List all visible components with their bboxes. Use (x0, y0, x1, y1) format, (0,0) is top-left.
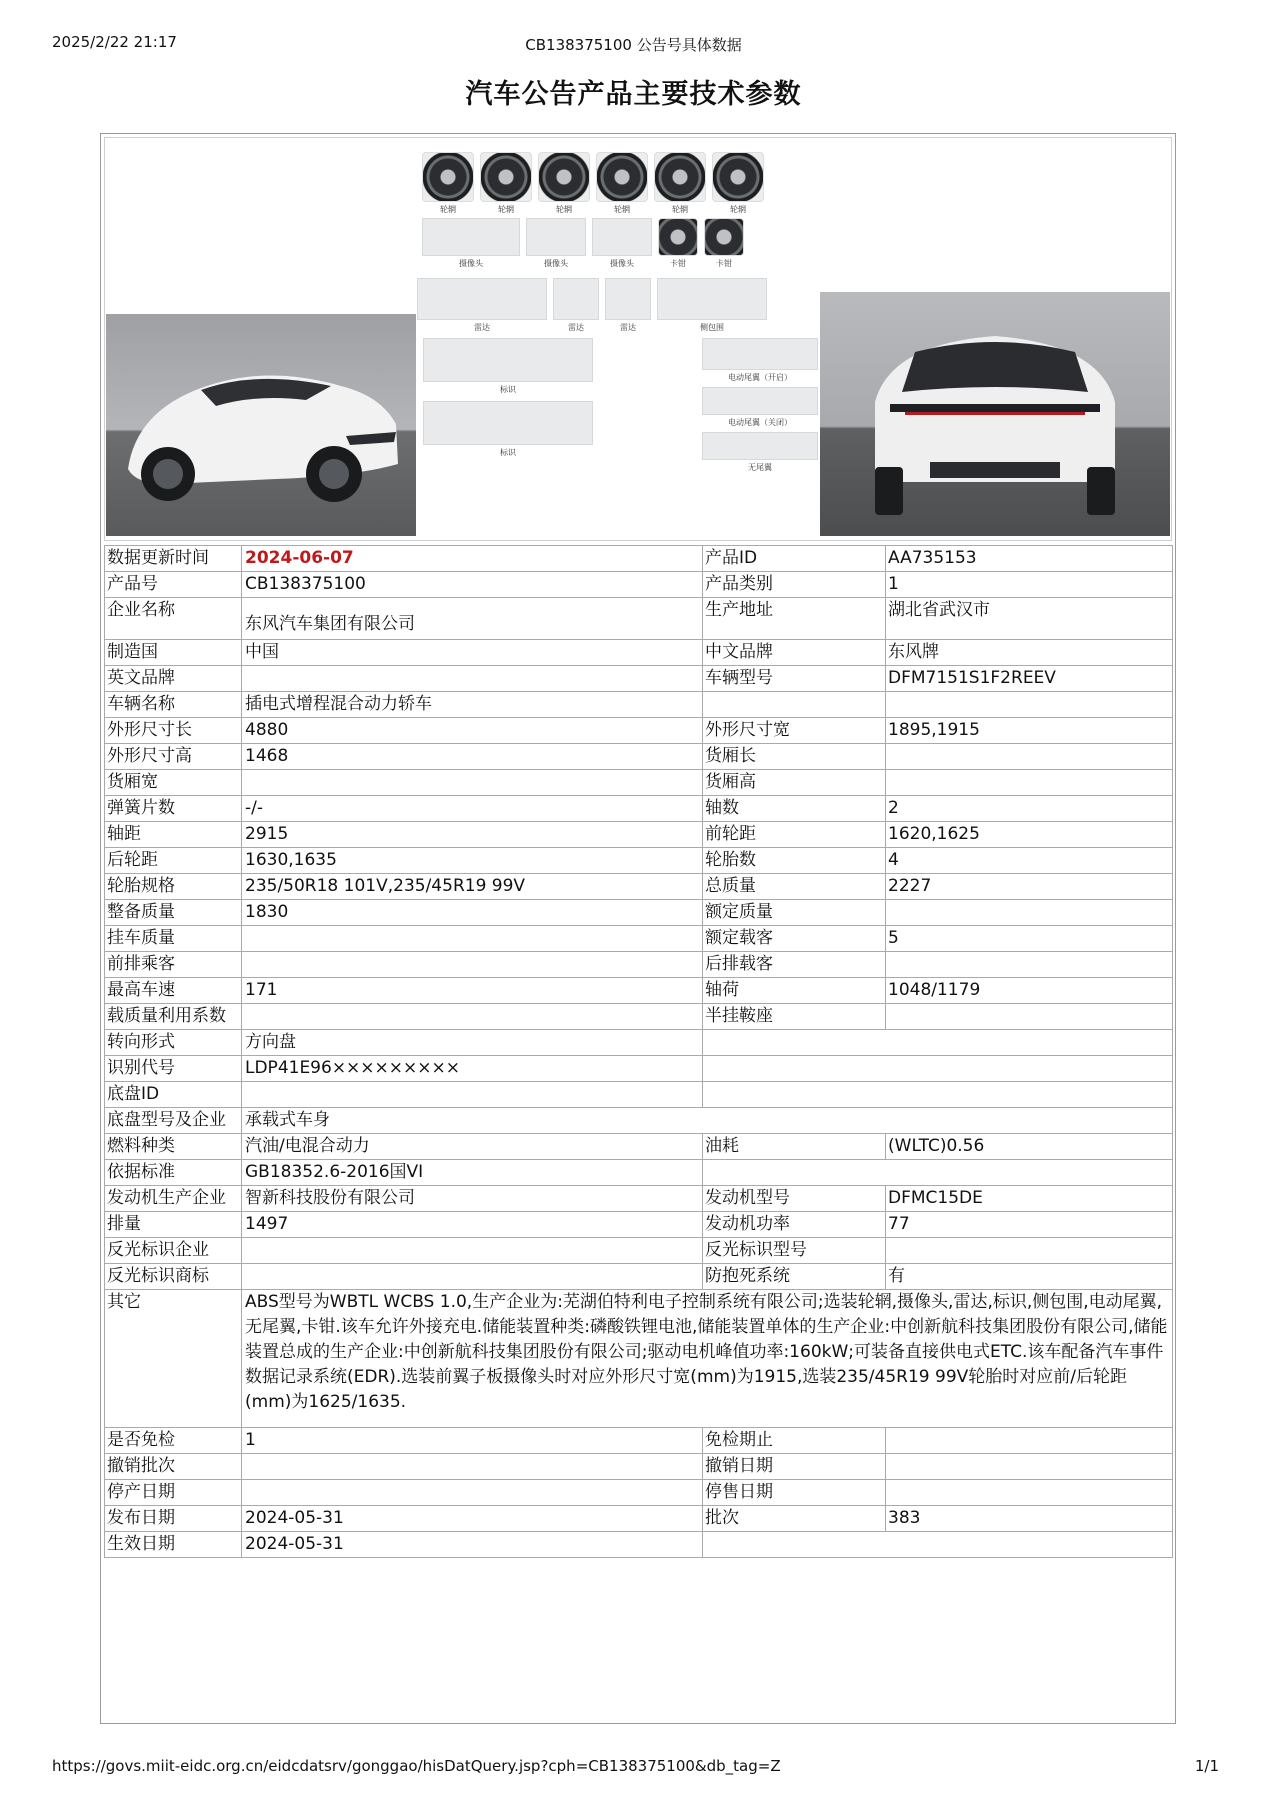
table-row (105, 1506, 1173, 1532)
table-row (105, 900, 1173, 926)
field-value: DFMC15DE (886, 1186, 1173, 1212)
field-label: 货厢宽 (105, 770, 242, 796)
field-label: 依据标准 (105, 1160, 242, 1186)
field-label: 是否免检 (105, 1428, 242, 1454)
table-row (105, 874, 1173, 900)
field-label: 前轮距 (703, 822, 886, 848)
field-value: 1895,1915 (886, 718, 1173, 744)
field-label: 外形尺寸长 (105, 718, 242, 744)
field-label: 免检期止 (703, 1428, 886, 1454)
field-label: 转向形式 (105, 1030, 242, 1056)
field-value: DFM7151S1F2REEV (886, 666, 1173, 692)
table-row (105, 926, 1173, 952)
field-value: 1630,1635 (242, 848, 703, 874)
field-value: GB18352.6-2016国VI (242, 1160, 703, 1186)
table-row (105, 1480, 1173, 1506)
side-skirt-option-thumbnail: 侧包围 (657, 278, 767, 333)
wheel-option-thumbnail: 轮辋 (654, 152, 706, 215)
technical-parameters-table (104, 545, 1173, 1558)
table-row (105, 1082, 1173, 1108)
field-value: 77 (886, 1212, 1173, 1238)
field-label: 轴荷 (703, 978, 886, 1004)
table-row (105, 1030, 1173, 1056)
table-row (105, 1108, 1173, 1134)
field-value (886, 952, 1173, 978)
field-value (886, 1004, 1173, 1030)
field-label: 轮胎规格 (105, 874, 242, 900)
field-label: 弹簧片数 (105, 796, 242, 822)
empty-cell (703, 1160, 1173, 1186)
field-value (242, 1082, 703, 1108)
table-row (105, 796, 1173, 822)
table-row (105, 546, 1173, 572)
spoiler-option-thumbnail: 电动尾翼（开启） (702, 338, 818, 383)
field-label: 挂车质量 (105, 926, 242, 952)
field-label: 数据更新时间 (105, 546, 242, 572)
wheel-option-thumbnail: 轮辋 (596, 152, 648, 215)
field-value: 5 (886, 926, 1173, 952)
field-label: 批次 (703, 1506, 886, 1532)
field-value (886, 1428, 1173, 1454)
table-row (105, 572, 1173, 598)
document-frame (100, 133, 1176, 1724)
field-value (242, 666, 703, 692)
table-row (105, 1056, 1173, 1082)
field-label: 中文品牌 (703, 640, 886, 666)
field-label: 发动机型号 (703, 1186, 886, 1212)
page-number: 1/1 (1194, 1757, 1219, 1775)
field-value: 承载式车身 (242, 1108, 1173, 1134)
field-value: 有 (886, 1264, 1173, 1290)
field-value: 4 (886, 848, 1173, 874)
field-label: 底盘型号及企业 (105, 1108, 242, 1134)
field-label: 撤销日期 (703, 1454, 886, 1480)
field-label: 前排乘客 (105, 952, 242, 978)
field-label: 底盘ID (105, 1082, 242, 1108)
table-row (105, 692, 1173, 718)
field-label: 产品类别 (703, 572, 886, 598)
field-label: 整备质量 (105, 900, 242, 926)
field-value: 汽油/电混合动力 (242, 1134, 703, 1160)
table-row (105, 666, 1173, 692)
field-label: 其它 (105, 1290, 242, 1428)
empty-cell (703, 1532, 1173, 1558)
other-remarks-text: ABS型号为WBTL WCBS 1.0,生产企业为:芜湖伯特利电子控制系统有限公司;选装轮辋,摄像头,雷达,标识,侧包围,电动尾翼,无尾翼,卡钳.该车允许外接充电.储能装置种类:磷酸铁锂电池,储能装置单体的生产企业:中创新航科技集团股份有限公司,储能装置总成的生产企业:中创新航科技集团股份有限公司;驱动电机峰值功率:160kW;可装备直接供电式ETC.该车配备汽车事件数据记录系统(EDR).选装前翼子板摄像头时对应外形尺寸宽(mm)为1915,选装235/45R19 99V轮胎时对应前/后轮距(mm)为1625/1635. (242, 1290, 1173, 1428)
field-value (242, 926, 703, 952)
field-value: 2 (886, 796, 1173, 822)
source-url[interactable]: https://govs.miit-eidc.org.cn/eidcdatsrv/gonggao/hisDatQuery.jsp?cph=CB138375100&db_tag=Z (52, 1757, 781, 1775)
field-label: 后排载客 (703, 952, 886, 978)
badge-option-thumbnail: 标识 (423, 338, 593, 395)
table-row (105, 1290, 1173, 1428)
field-value (886, 692, 1173, 718)
field-label: 停售日期 (703, 1480, 886, 1506)
table-row (105, 848, 1173, 874)
page-header-title: CB138375100 公告号具体数据 (525, 36, 742, 54)
field-label: 反光标识企业 (105, 1238, 242, 1264)
table-row (105, 1134, 1173, 1160)
radar-option-thumbnail: 雷达 (417, 278, 547, 333)
field-value (886, 770, 1173, 796)
field-value: 中国 (242, 640, 703, 666)
field-value (886, 1454, 1173, 1480)
field-label: 后轮距 (105, 848, 242, 874)
field-label: 制造国 (105, 640, 242, 666)
field-label: 发动机功率 (703, 1212, 886, 1238)
spoiler-option-thumbnail: 电动尾翼（关闭） (702, 387, 818, 428)
table-row (105, 952, 1173, 978)
field-label: 燃料种类 (105, 1134, 242, 1160)
field-label: 载质量利用系数 (105, 1004, 242, 1030)
empty-cell (703, 1082, 1173, 1108)
field-label: 产品号 (105, 572, 242, 598)
field-label: 额定质量 (703, 900, 886, 926)
table-row (105, 1264, 1173, 1290)
field-label: 货厢高 (703, 770, 886, 796)
print-date: 2025/2/22 21:17 (52, 33, 177, 51)
caliper-option-thumbnail: 卡钳 (704, 218, 744, 269)
field-label: 总质量 (703, 874, 886, 900)
table-row (105, 744, 1173, 770)
field-value: (WLTC)0.56 (886, 1134, 1173, 1160)
field-value (242, 770, 703, 796)
field-value: 4880 (242, 718, 703, 744)
camera-option-thumbnail: 摄像头 (592, 218, 652, 269)
field-label: 油耗 (703, 1134, 886, 1160)
field-value: 2024-05-31 (242, 1532, 703, 1558)
field-label: 发动机生产企业 (105, 1186, 242, 1212)
update-date-value: 2024-06-07 (242, 546, 703, 572)
table-row (105, 598, 1173, 640)
field-label: 防抱死系统 (703, 1264, 886, 1290)
field-value (886, 1238, 1173, 1264)
field-value: CB138375100 (242, 572, 703, 598)
field-label: 反光标识商标 (105, 1264, 242, 1290)
field-label: 轴数 (703, 796, 886, 822)
field-value: -/- (242, 796, 703, 822)
field-value: 东风牌 (886, 640, 1173, 666)
field-label: 撤销批次 (105, 1454, 242, 1480)
caliper-option-thumbnail: 卡钳 (658, 218, 698, 269)
table-row (105, 1532, 1173, 1558)
table-row (105, 1004, 1173, 1030)
field-value (242, 1480, 703, 1506)
field-label: 发布日期 (105, 1506, 242, 1532)
field-value (886, 1480, 1173, 1506)
field-value: 智新科技股份有限公司 (242, 1186, 703, 1212)
table-row (105, 1186, 1173, 1212)
field-label: 停产日期 (105, 1480, 242, 1506)
field-value (886, 744, 1173, 770)
field-label: 反光标识型号 (703, 1238, 886, 1264)
radar-option-thumbnail: 雷达 (605, 278, 651, 333)
field-label: 车辆名称 (105, 692, 242, 718)
table-row (105, 1160, 1173, 1186)
field-value: AA735153 (886, 546, 1173, 572)
field-label: 轮胎数 (703, 848, 886, 874)
table-row (105, 822, 1173, 848)
radar-skirt-thumbnails (417, 278, 767, 333)
table-row (105, 1428, 1173, 1454)
field-label: 车辆型号 (703, 666, 886, 692)
spoiler-thumbnails (702, 338, 818, 473)
badge-thumbnails (423, 338, 593, 458)
field-value (242, 1264, 703, 1290)
field-value: 1620,1625 (886, 822, 1173, 848)
field-value: 东风汽车集团有限公司 (242, 598, 703, 640)
table-row (105, 718, 1173, 744)
field-label: 企业名称 (105, 598, 242, 640)
document-title: 汽车公告产品主要技术参数 (465, 79, 802, 110)
field-value: 插电式增程混合动力轿车 (242, 692, 703, 718)
camera-option-thumbnail: 摄像头 (422, 218, 520, 269)
table-row (105, 1238, 1173, 1264)
field-value: 1 (886, 572, 1173, 598)
field-value (242, 952, 703, 978)
field-value: 1048/1179 (886, 978, 1173, 1004)
table-row (105, 640, 1173, 666)
field-label: 外形尺寸高 (105, 744, 242, 770)
field-label: 排量 (105, 1212, 242, 1238)
field-value: 1497 (242, 1212, 703, 1238)
field-value: 湖北省武汉市 (886, 598, 1173, 640)
field-value: 235/50R18 101V,235/45R19 99V (242, 874, 703, 900)
field-value: 2024-05-31 (242, 1506, 703, 1532)
empty-cell (703, 1056, 1173, 1082)
wheel-option-thumbnail: 轮辋 (538, 152, 590, 215)
field-label (703, 692, 886, 718)
field-value: 1468 (242, 744, 703, 770)
radar-option-thumbnail: 雷达 (553, 278, 599, 333)
field-label: 识别代号 (105, 1056, 242, 1082)
badge-option-thumbnail: 标识 (423, 401, 593, 458)
vehicle-front-photo (106, 314, 416, 536)
field-value: 2915 (242, 822, 703, 848)
field-value (886, 900, 1173, 926)
field-value: 1 (242, 1428, 703, 1454)
spoiler-option-thumbnail: 无尾翼 (702, 432, 818, 473)
field-label: 货厢长 (703, 744, 886, 770)
wheel-option-thumbnail: 轮辋 (480, 152, 532, 215)
field-value (242, 1238, 703, 1264)
camera-option-thumbnail: 摄像头 (526, 218, 586, 269)
field-value: 方向盘 (242, 1030, 703, 1056)
field-value: 1830 (242, 900, 703, 926)
table-row (105, 770, 1173, 796)
field-value: 171 (242, 978, 703, 1004)
field-value (242, 1004, 703, 1030)
wheel-thumbnails (422, 152, 764, 215)
field-label: 生效日期 (105, 1532, 242, 1558)
field-label: 生产地址 (703, 598, 886, 640)
field-label: 轴距 (105, 822, 242, 848)
field-value: 383 (886, 1506, 1173, 1532)
field-label: 最高车速 (105, 978, 242, 1004)
field-label: 外形尺寸宽 (703, 718, 886, 744)
field-value: LDP41E96××××××××× (242, 1056, 703, 1082)
wheel-option-thumbnail: 轮辋 (712, 152, 764, 215)
field-value: 2227 (886, 874, 1173, 900)
camera-caliper-thumbnails (422, 218, 744, 269)
vehicle-rear-photo (820, 292, 1170, 536)
wheel-option-thumbnail: 轮辋 (422, 152, 474, 215)
field-label: 半挂鞍座 (703, 1004, 886, 1030)
field-label: 额定载客 (703, 926, 886, 952)
field-label: 英文品牌 (105, 666, 242, 692)
table-row (105, 1454, 1173, 1480)
vehicle-photo-panel (104, 137, 1172, 541)
empty-cell (703, 1030, 1173, 1056)
field-value (242, 1454, 703, 1480)
table-row (105, 978, 1173, 1004)
table-row (105, 1212, 1173, 1238)
field-label: 产品ID (703, 546, 886, 572)
